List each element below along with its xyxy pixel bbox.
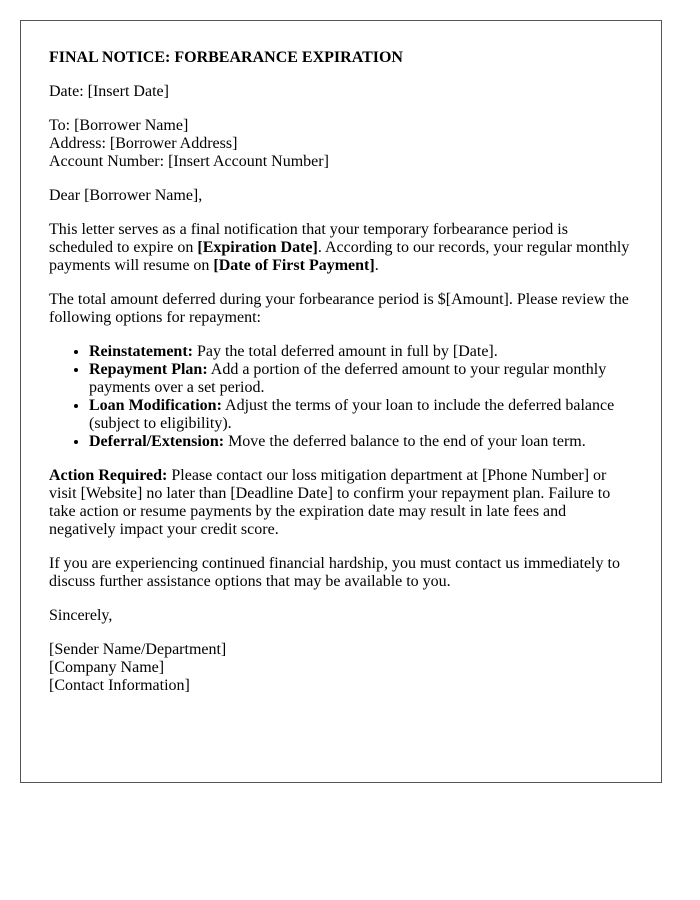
option-label: Loan Modification: [89, 397, 222, 414]
intro-text: This letter serves as a final notification that your temporary forbearance period is scheduled to expire on [49, 221, 568, 256]
salutation: Dear [Borrower Name], [49, 187, 203, 204]
option-item [89, 397, 632, 433]
to-line: To: [Borrower Name] [49, 117, 189, 134]
contact-info: [Contact Information] [49, 677, 190, 694]
intro-text: . According to our records, your regular monthly payments will resume on [49, 239, 630, 274]
option-text: Add a portion of the deferred amount to your regular monthly payments over a set period. [89, 361, 607, 396]
option-text: Move the deferred balance to the end of your loan term. [224, 433, 586, 450]
date-line: Date: [Insert Date] [49, 83, 169, 100]
option-item [89, 361, 632, 397]
intro-paragraph [49, 221, 632, 275]
recipient-block [49, 117, 632, 171]
option-label: Reinstatement: [89, 343, 193, 360]
closing: Sincerely, [49, 607, 113, 624]
expiration-date: [Expiration Date] [197, 239, 318, 256]
account-line: Account Number: [Insert Account Number] [49, 153, 329, 170]
company-name: [Company Name] [49, 659, 165, 676]
hardship-paragraph: If you are experiencing continued financial hardship, you must contact us immediately to discuss further assistance options that may be available to you. [49, 555, 620, 590]
intro-text: . [374, 257, 379, 274]
option-text: Pay the total deferred amount in full by [Date]. [192, 343, 498, 360]
action-text: Please contact our loss mitigation department at [Phone Number] or visit [Website] no later than [Deadline Date] to confirm your repayment plan. Failure to take action or resume payments by the expiration date may result in late fees and negatively impact your credit score. [49, 467, 611, 538]
sender-name: [Sender Name/Department] [49, 641, 227, 658]
signature-block [49, 641, 632, 695]
options-list [49, 343, 632, 451]
amount-paragraph: The total amount deferred during your forbearance period is $[Amount]. Please review the following options for repayment: [49, 291, 629, 326]
option-text: Adjust the terms of your loan to include the deferred balance (subject to eligibility). [89, 397, 615, 432]
action-label: Action Required: [49, 467, 168, 484]
address-line: Address: [Borrower Address] [49, 135, 238, 152]
option-item [89, 343, 632, 361]
letter [20, 20, 662, 783]
option-label: Deferral/Extension: [89, 433, 225, 450]
option-item [89, 433, 632, 451]
action-paragraph [49, 467, 632, 539]
letter-title: FINAL NOTICE: FORBEARANCE EXPIRATION [49, 49, 403, 66]
first-payment-date: [Date of First Payment] [213, 257, 375, 274]
option-label: Repayment Plan: [89, 361, 208, 378]
